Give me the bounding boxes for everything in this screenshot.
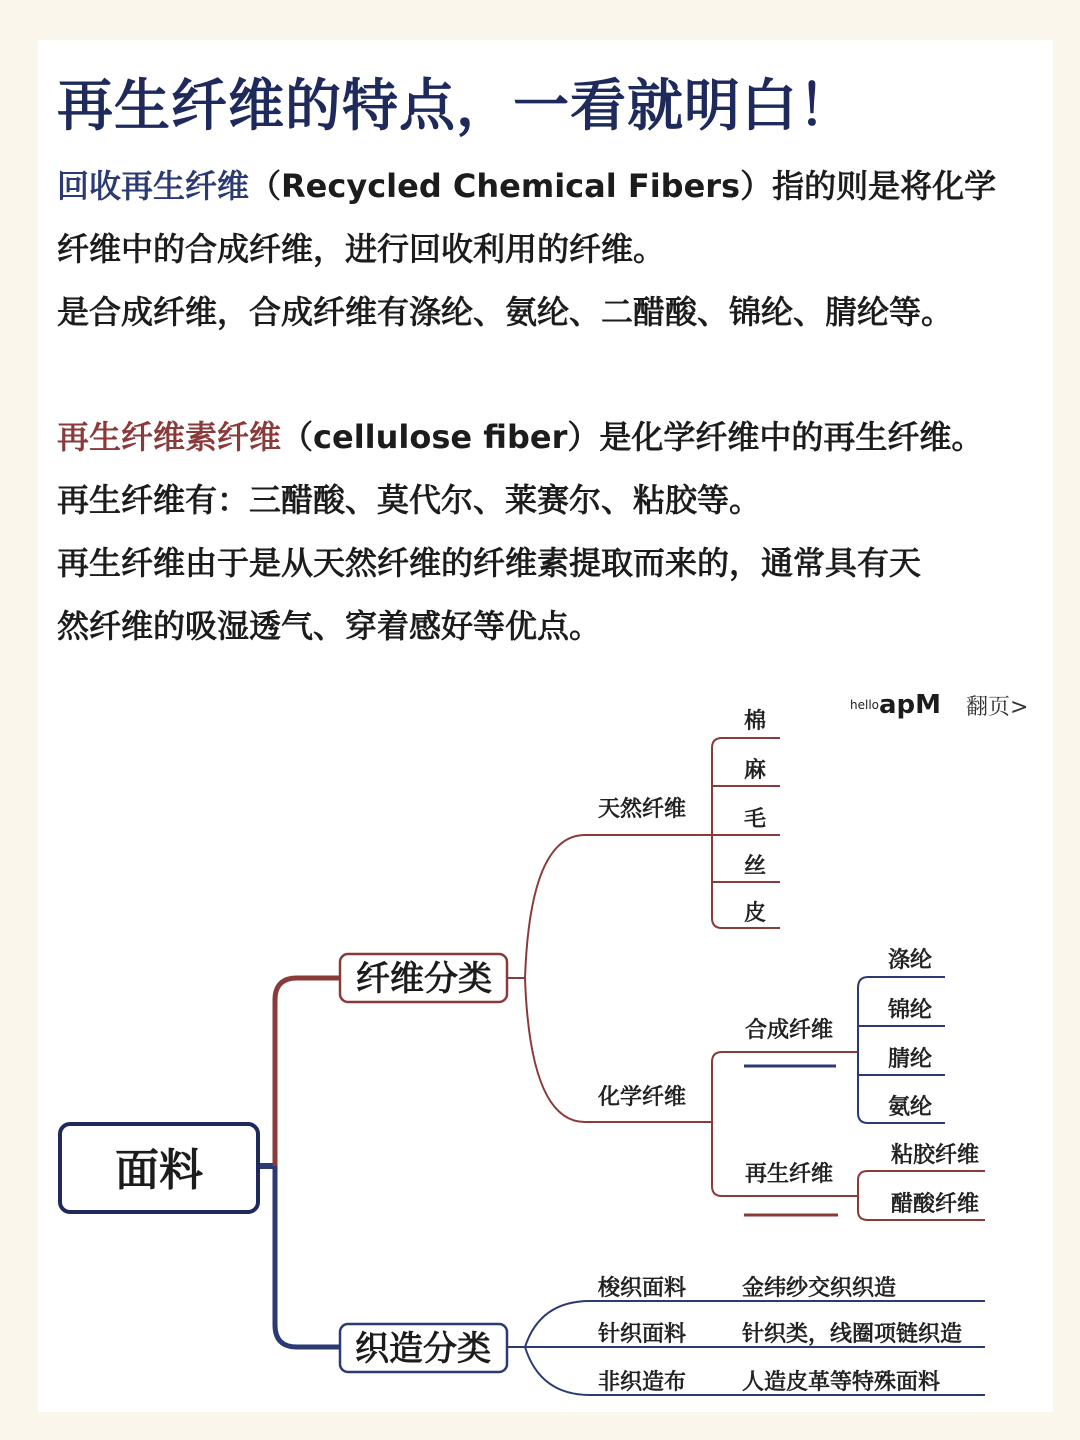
text-line: （Recycled Chemical Fibers）指的则是将化学 [249,167,997,205]
term-recycled: 回收再生纤维 [57,167,250,205]
term-cellulose: 再生纤维素纤维 [57,418,282,456]
next-page-button[interactable]: 翻页> [966,695,1029,720]
natural-label: 天然纤维 [597,797,687,822]
text-line: 是合成纤维，合成纤维有涤纶、氨纶、二醋酸、锦纶、腈纶等。 [57,293,954,331]
natural-item: 毛 [743,807,767,832]
synthetic-item: 氨纶 [887,1095,933,1120]
natural-item: 麻 [743,758,767,783]
natural-item: 丝 [743,854,767,879]
synthetic-item: 腈纶 [887,1047,933,1072]
synthetic-label: 合成纤维 [744,1018,834,1043]
text-line: （cellulose fiber）是化学纤维中的再生纤维。 [281,418,984,456]
brand-hello: hello [850,698,879,712]
natural-item: 皮 [743,901,767,926]
text-line: 然纤维的吸湿透气、穿着感好等优点。 [57,607,602,645]
regenerated-label: 再生纤维 [744,1162,834,1187]
synthetic-item: 锦纶 [887,998,933,1023]
natural-item: 棉 [743,709,767,734]
regenerated-item: 醋酸纤维 [890,1192,980,1217]
chemical-label: 化学纤维 [597,1085,687,1110]
connector-root-weave [275,1166,340,1347]
text-line: 纤维中的合成纤维，进行回收利用的纤维。 [57,230,666,268]
text-line: 再生纤维由于是从天然纤维的纤维素提取而来的，通常具有天 [57,544,922,582]
weave-desc: 人造皮革等特殊面料 [742,1370,941,1395]
regenerated-item: 粘胶纤维 [890,1143,980,1168]
root-label: 面料 [115,1145,203,1196]
connector-root-fiber [275,978,340,1166]
weave-desc: 针织类，线圈项链织造 [742,1322,963,1347]
weave-type: 非织造布 [597,1370,687,1395]
weave-type: 针织面料 [597,1322,687,1347]
page-title: 再生纤维的特点，一看就明白！ [57,74,855,139]
synthetic-item: 涤纶 [887,948,933,973]
brand-mark: apM [879,690,942,720]
fiber-label: 纤维分类 [356,959,492,999]
weave-desc: 金纬纱交织织造 [742,1276,897,1301]
weave-type: 梭织面料 [597,1276,687,1301]
text-line: 再生纤维有：三醋酸、莫代尔、莱赛尔、粘胶等。 [57,481,762,519]
weave-label: 织造分类 [355,1329,491,1369]
